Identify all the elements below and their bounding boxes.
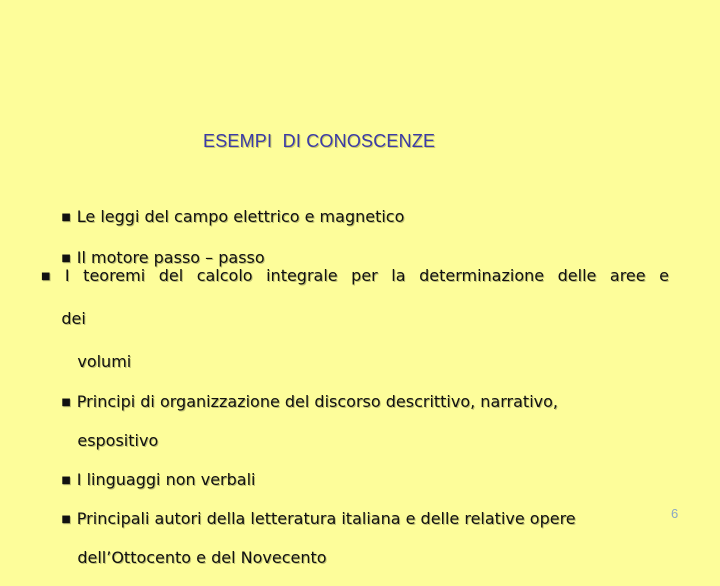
bullet-item-3-text-line-3: volumi [77,352,132,371]
bullet-item-6-text-line-1: Principali autori della letteratura italiana e delle relative opere [76,509,576,528]
bullet-item-3 [41,266,669,285]
bullet-item-2-text: Il motore passo – passo [76,248,265,267]
bullet-item-3-text-line-1: I teoremi del calcolo integrale per la determinazione delle aree e [64,266,669,285]
bullet-item-6-line-2 [57,529,327,586]
slide-title: ESEMPI DI CONOSCENZE [203,131,436,151]
bullet-icon: ■ [41,271,59,282]
bullet-item-3-text-line-2: dei [61,309,86,328]
bullet-item-6-text-line-2: dell’Ottocento e del Novecento [77,548,327,567]
bullet-icon: ■ [61,514,71,525]
bullet-item-5-text: I linguaggi non verbali [76,470,256,489]
bullet-icon: ■ [61,397,71,408]
bullet-icon: ■ [61,212,71,223]
page-number: 6 [671,506,679,521]
bullet-item-4-text-line-2: espositivo [77,431,159,450]
bullet-item-4-text-line-1: Principi di organizzazione del discorso descrittivo, narrativo, [76,392,558,411]
bullet-icon: ■ [61,253,71,264]
bullet-icon: ■ [61,475,71,486]
bullet-item-1-text: Le leggi del campo elettrico e magnetico [76,207,405,226]
